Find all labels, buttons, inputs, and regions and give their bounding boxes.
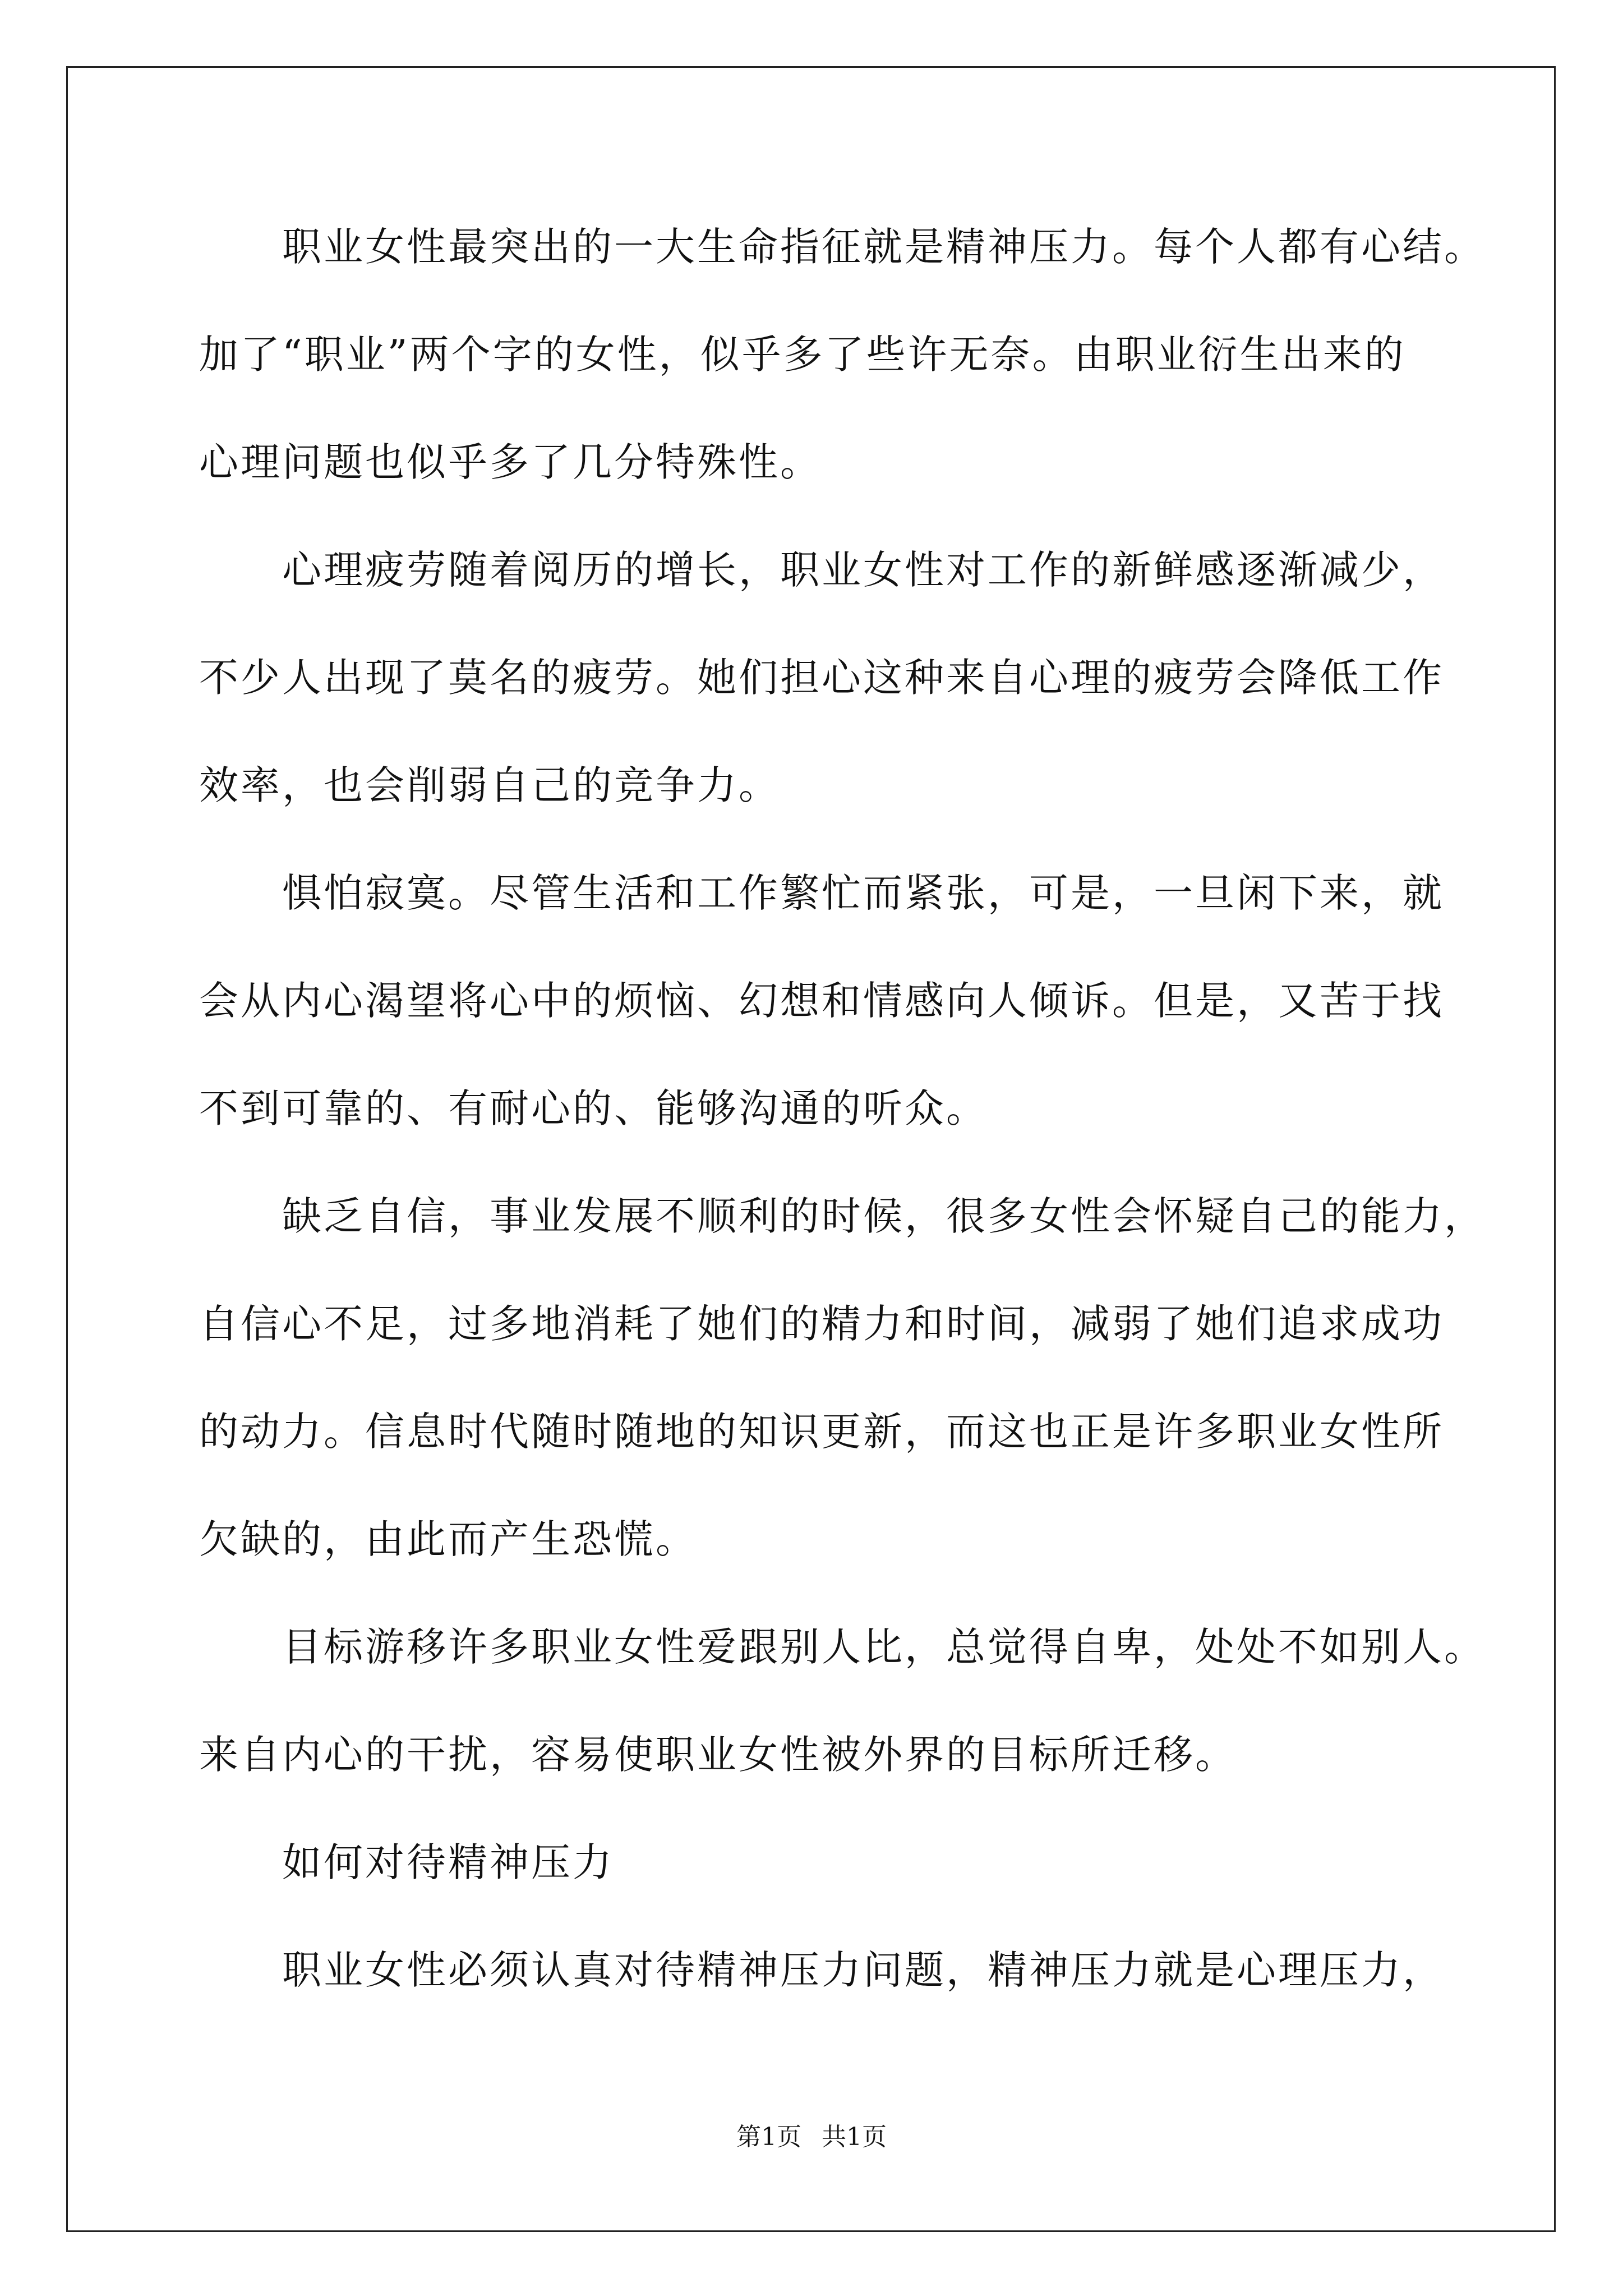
paragraph-2-line-3: 效率，也会削弱自己的竞争力。 bbox=[199, 762, 780, 808]
paragraph-7-line-1: 职业女性必须认真对待精神压力问题，精神压力就是心理压力， bbox=[282, 1947, 1444, 1993]
paragraph-4-line-4: 欠缺的，由此而产生恐慌。 bbox=[199, 1516, 697, 1562]
page-number-label: 第1页 bbox=[736, 2123, 801, 2151]
paragraph-4-line-3: 的动力。信息时代随时随地的知识更新，而这也正是许多职业女性所 bbox=[199, 1409, 1444, 1455]
paragraph-4-line-2: 自信心不足，过多地消耗了她们的精力和时间，减弱了她们追求成功 bbox=[199, 1301, 1444, 1347]
section-heading: 如何对待精神压力 bbox=[282, 1839, 614, 1885]
paragraph-2-line-2: 不少人出现了莫名的疲劳。她们担心这种来自心理的疲劳会降低工作 bbox=[199, 655, 1444, 701]
paragraph-5-line-1: 目标游移许多职业女性爱跟别人比，总觉得自卑，处处不如别人。 bbox=[282, 1624, 1486, 1670]
paragraph-2-line-1: 心理疲劳随着阅历的增长，职业女性对工作的新鲜感逐渐减少， bbox=[282, 547, 1444, 593]
paragraph-3-line-2: 会从内心渴望将心中的烦恼、幻想和情感向人倾诉。但是，又苦于找 bbox=[199, 978, 1444, 1024]
page-total-label: 共1页 bbox=[822, 2123, 887, 2151]
paragraph-4-line-1: 缺乏自信，事业发展不顺利的时候，很多女性会怀疑自己的能力， bbox=[282, 1193, 1486, 1239]
paragraph-1-line-1: 职业女性最突出的一大生命指征就是精神压力。每个人都有心结。 bbox=[282, 224, 1486, 270]
paragraph-1-line-2: 加了“职业”两个字的女性，似乎多了些许无奈。由职业衍生出来的 bbox=[199, 332, 1406, 378]
paragraph-5-line-2: 来自内心的干扰，容易使职业女性被外界的目标所迁移。 bbox=[199, 1732, 1237, 1778]
document-body bbox=[199, 193, 1486, 2024]
paragraph-3-line-3: 不到可靠的、有耐心的、能够沟通的听众。 bbox=[199, 1085, 988, 1131]
paragraph-1-line-3: 心理问题也似乎多了几分特殊性。 bbox=[199, 439, 822, 485]
paragraph-3-line-1: 惧怕寂寞。尽管生活和工作繁忙而紧张，可是，一旦闲下来，就 bbox=[282, 870, 1444, 916]
page-footer bbox=[0, 2120, 1623, 2154]
